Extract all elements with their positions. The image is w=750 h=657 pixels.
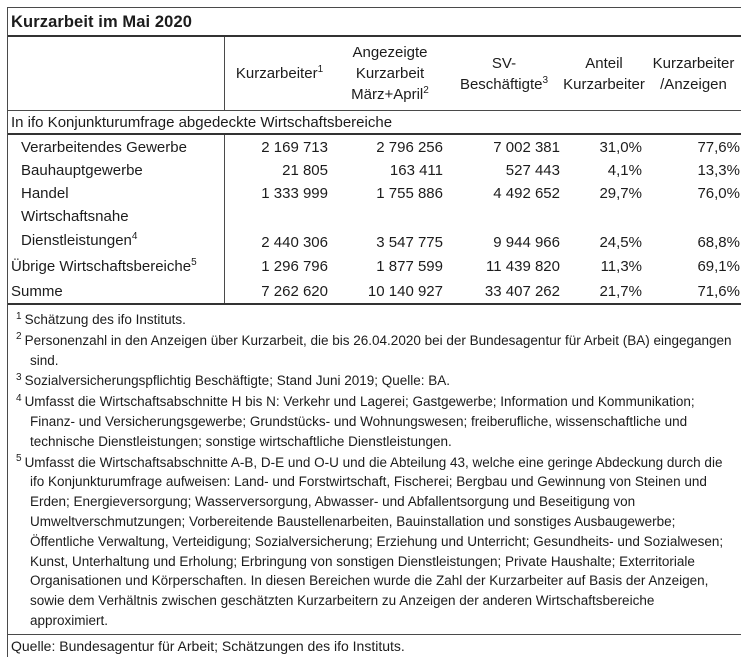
cell-sv-beschaeftigte: 9 944 966	[493, 234, 560, 251]
cell-quote: 77,6%	[697, 138, 740, 156]
footnote-text: Umfasst die Wirtschaftsabschnitte H bis N: Verkehr und Lagerei; Gastgewerbe; Information und Kommunikation; Finanz- und Versicherungsgewerbe; Grundstücks- und Wohnungswesen; freiberufliche, wissenschaftliche und technische Dienstleistungen; sonstige wirtschaftliche Dienstleistungen.	[24, 394, 695, 449]
row-label-line2: Dienstleistungen	[21, 232, 132, 249]
header-empty-cell	[8, 37, 225, 110]
table-row-wirtschaftsnahe-dienstleistungen	[8, 205, 741, 254]
cell-kurzarbeiter: 1 296 796	[261, 258, 328, 275]
header-anteil-line1: Anteil	[585, 54, 623, 72]
cell-sv-beschaeftigte: 11 439 820	[486, 258, 560, 275]
cell-quote: 69,1%	[697, 258, 740, 275]
cell-sv-beschaeftigte: 7 002 381	[493, 138, 560, 156]
cell-kurzarbeiter: 2 169 713	[261, 138, 328, 156]
row-label: Bauhauptgewerbe	[8, 159, 225, 182]
footnote-text: Sozialversicherungspflichtig Beschäftigte; Stand Juni 2019; Quelle: BA.	[24, 373, 451, 389]
footnote-marker: 3	[16, 371, 22, 383]
footnote-ref-2: 2	[423, 85, 429, 96]
cell-kurzarbeiter: 7 262 620	[261, 282, 328, 300]
cell-anteil: 11,3%	[600, 258, 642, 275]
table-row-verarbeitendes-gewerbe	[8, 135, 741, 159]
kurzarbeit-table	[7, 7, 741, 657]
footnote-1	[12, 310, 735, 330]
cell-angezeigte: 3 547 775	[376, 234, 443, 251]
footnote-2	[12, 331, 735, 371]
cell-angezeigte: 163 411	[389, 162, 443, 179]
cell-sv-beschaeftigte: 527 443	[505, 162, 560, 179]
footnote-text: Schätzung des ifo Instituts.	[24, 312, 186, 327]
cell-anteil: 29,7%	[599, 185, 642, 202]
table-row-uebrige-wirtschaftsbereiche	[8, 254, 741, 279]
cell-kurzarbeiter: 21 805	[282, 162, 328, 179]
cell-kurzarbeiter: 1 333 999	[261, 185, 328, 202]
cell-kurzarbeiter: 2 440 306	[261, 234, 328, 251]
row-label	[8, 205, 225, 254]
footnote-ref-5: 5	[191, 257, 197, 268]
cell-sv-beschaeftigte: 33 407 262	[484, 282, 560, 300]
cell-angezeigte: 1 877 599	[376, 258, 443, 275]
header-sv-beschaeftigte	[446, 37, 562, 110]
cell-angezeigte: 10 140 927	[367, 282, 443, 300]
footnote-text: Umfasst die Wirtschaftsabschnitte A-B, D-E und O-U und die Abteilung 43, welche eine geringe Abdeckung durch die ifo Konjunkturumfrage aufweisen: Land- und Forstwirtschaft, Fischerei; Bergbau und Gewinnung von Steinen und Erden; Energieversorgung; Wasserversorgung, Abwasser- und Abfallentsorgung und Beseitigung von Umweltverschmutzungen; Vorbereitende Baustellenarbeiten, Bauinstallation und sonstiges Ausbaugewerbe; Öffentliche Verwaltung, Verteidigung; Sozialversicherung; Erziehung und Unterricht; Gesundheits- und Sozialwesen; Kunst, Unterhaltung und Erholung; Erbringung von sonstigen Dienstleistungen; Private Haushalte; Exterritoriale Organisationen und Körperschaften. In diesen Bereichen wurde die Zahl der Kurzarbeiter auf Basis der Anzeigen, sowie dem Verhältnis zwischen geschätzten Kurzarbeitern zu Anzeigen der anderen Wirtschaftsbereiche approximiert.	[24, 454, 724, 628]
cell-quote: 13,3%	[697, 162, 740, 179]
footnotes-block	[8, 305, 741, 634]
header-angezeigte-kurzarbeit	[334, 37, 446, 110]
footnote-marker: 5	[16, 453, 22, 465]
header-anteil-line2: Kurzarbeiter	[563, 75, 645, 93]
row-label: Summe	[8, 279, 225, 303]
header-quote-line2: /Anzeigen	[660, 75, 727, 93]
source-line: Quelle: Bundesagentur für Arbeit; Schätzungen des ifo Instituts.	[8, 634, 741, 657]
header-sv-line1: SV-	[491, 54, 517, 72]
header-kurzarbeiter	[225, 37, 334, 110]
cell-anteil: 24,5%	[599, 234, 642, 251]
header-angezeigte-line1: Angezeigte	[352, 44, 428, 61]
footnote-ref-4: 4	[131, 231, 138, 242]
table-body	[8, 135, 741, 305]
cell-sv-beschaeftigte: 4 492 652	[493, 185, 560, 202]
row-label-line1: Wirtschaftsnahe	[21, 208, 129, 225]
table-row-summe	[8, 279, 741, 303]
footnote-marker: 4	[16, 392, 22, 404]
header-kurzarbeiter-label: Kurzarbeiter	[235, 65, 318, 82]
cell-angezeigte: 2 796 256	[376, 138, 443, 156]
footnote-3	[12, 371, 735, 391]
cell-quote: 76,0%	[697, 185, 740, 202]
row-label-text: Übrige Wirtschaftsbereiche	[11, 258, 192, 275]
row-label: Handel	[8, 182, 225, 205]
cell-anteil: 21,7%	[599, 282, 642, 300]
row-label: Verarbeitendes Gewerbe	[8, 135, 225, 159]
footnote-marker: 1	[16, 310, 22, 322]
footnote-text: Personenzahl in den Anzeigen über Kurzarbeit, die bis 26.04.2020 bei der Bundesagentur für Arbeit (BA) eingegangen sind.	[24, 332, 732, 368]
section-header: In ifo Konjunkturumfrage abgedeckte Wirtschaftsbereiche	[8, 111, 741, 135]
table-header-row	[8, 37, 741, 111]
footnote-5	[12, 453, 735, 631]
header-kurzarbeiter-anzeigen	[646, 37, 741, 110]
footnote-ref-3: 3	[542, 74, 549, 86]
header-angezeigte-line2: Kurzarbeit	[355, 65, 425, 82]
header-quote-line1: Kurzarbeiter	[652, 54, 735, 72]
header-sv-line2: Beschäftigte	[459, 75, 543, 93]
table-title: Kurzarbeit im Mai 2020	[8, 8, 741, 37]
footnote-ref-1: 1	[317, 64, 324, 75]
header-angezeigte-line3: März+April	[351, 86, 424, 103]
footnote-marker: 2	[16, 331, 22, 343]
cell-angezeigte: 1 755 886	[376, 185, 443, 202]
footnote-4	[12, 392, 735, 451]
cell-anteil: 31,0%	[599, 138, 642, 156]
table-row-bauhauptgewerbe	[8, 159, 741, 182]
header-anteil-kurzarbeiter	[562, 37, 646, 110]
table-row-handel	[8, 182, 741, 205]
cell-anteil: 4,1%	[607, 162, 642, 179]
cell-quote: 71,6%	[697, 282, 740, 300]
row-label	[8, 254, 225, 279]
cell-quote: 68,8%	[697, 234, 740, 251]
